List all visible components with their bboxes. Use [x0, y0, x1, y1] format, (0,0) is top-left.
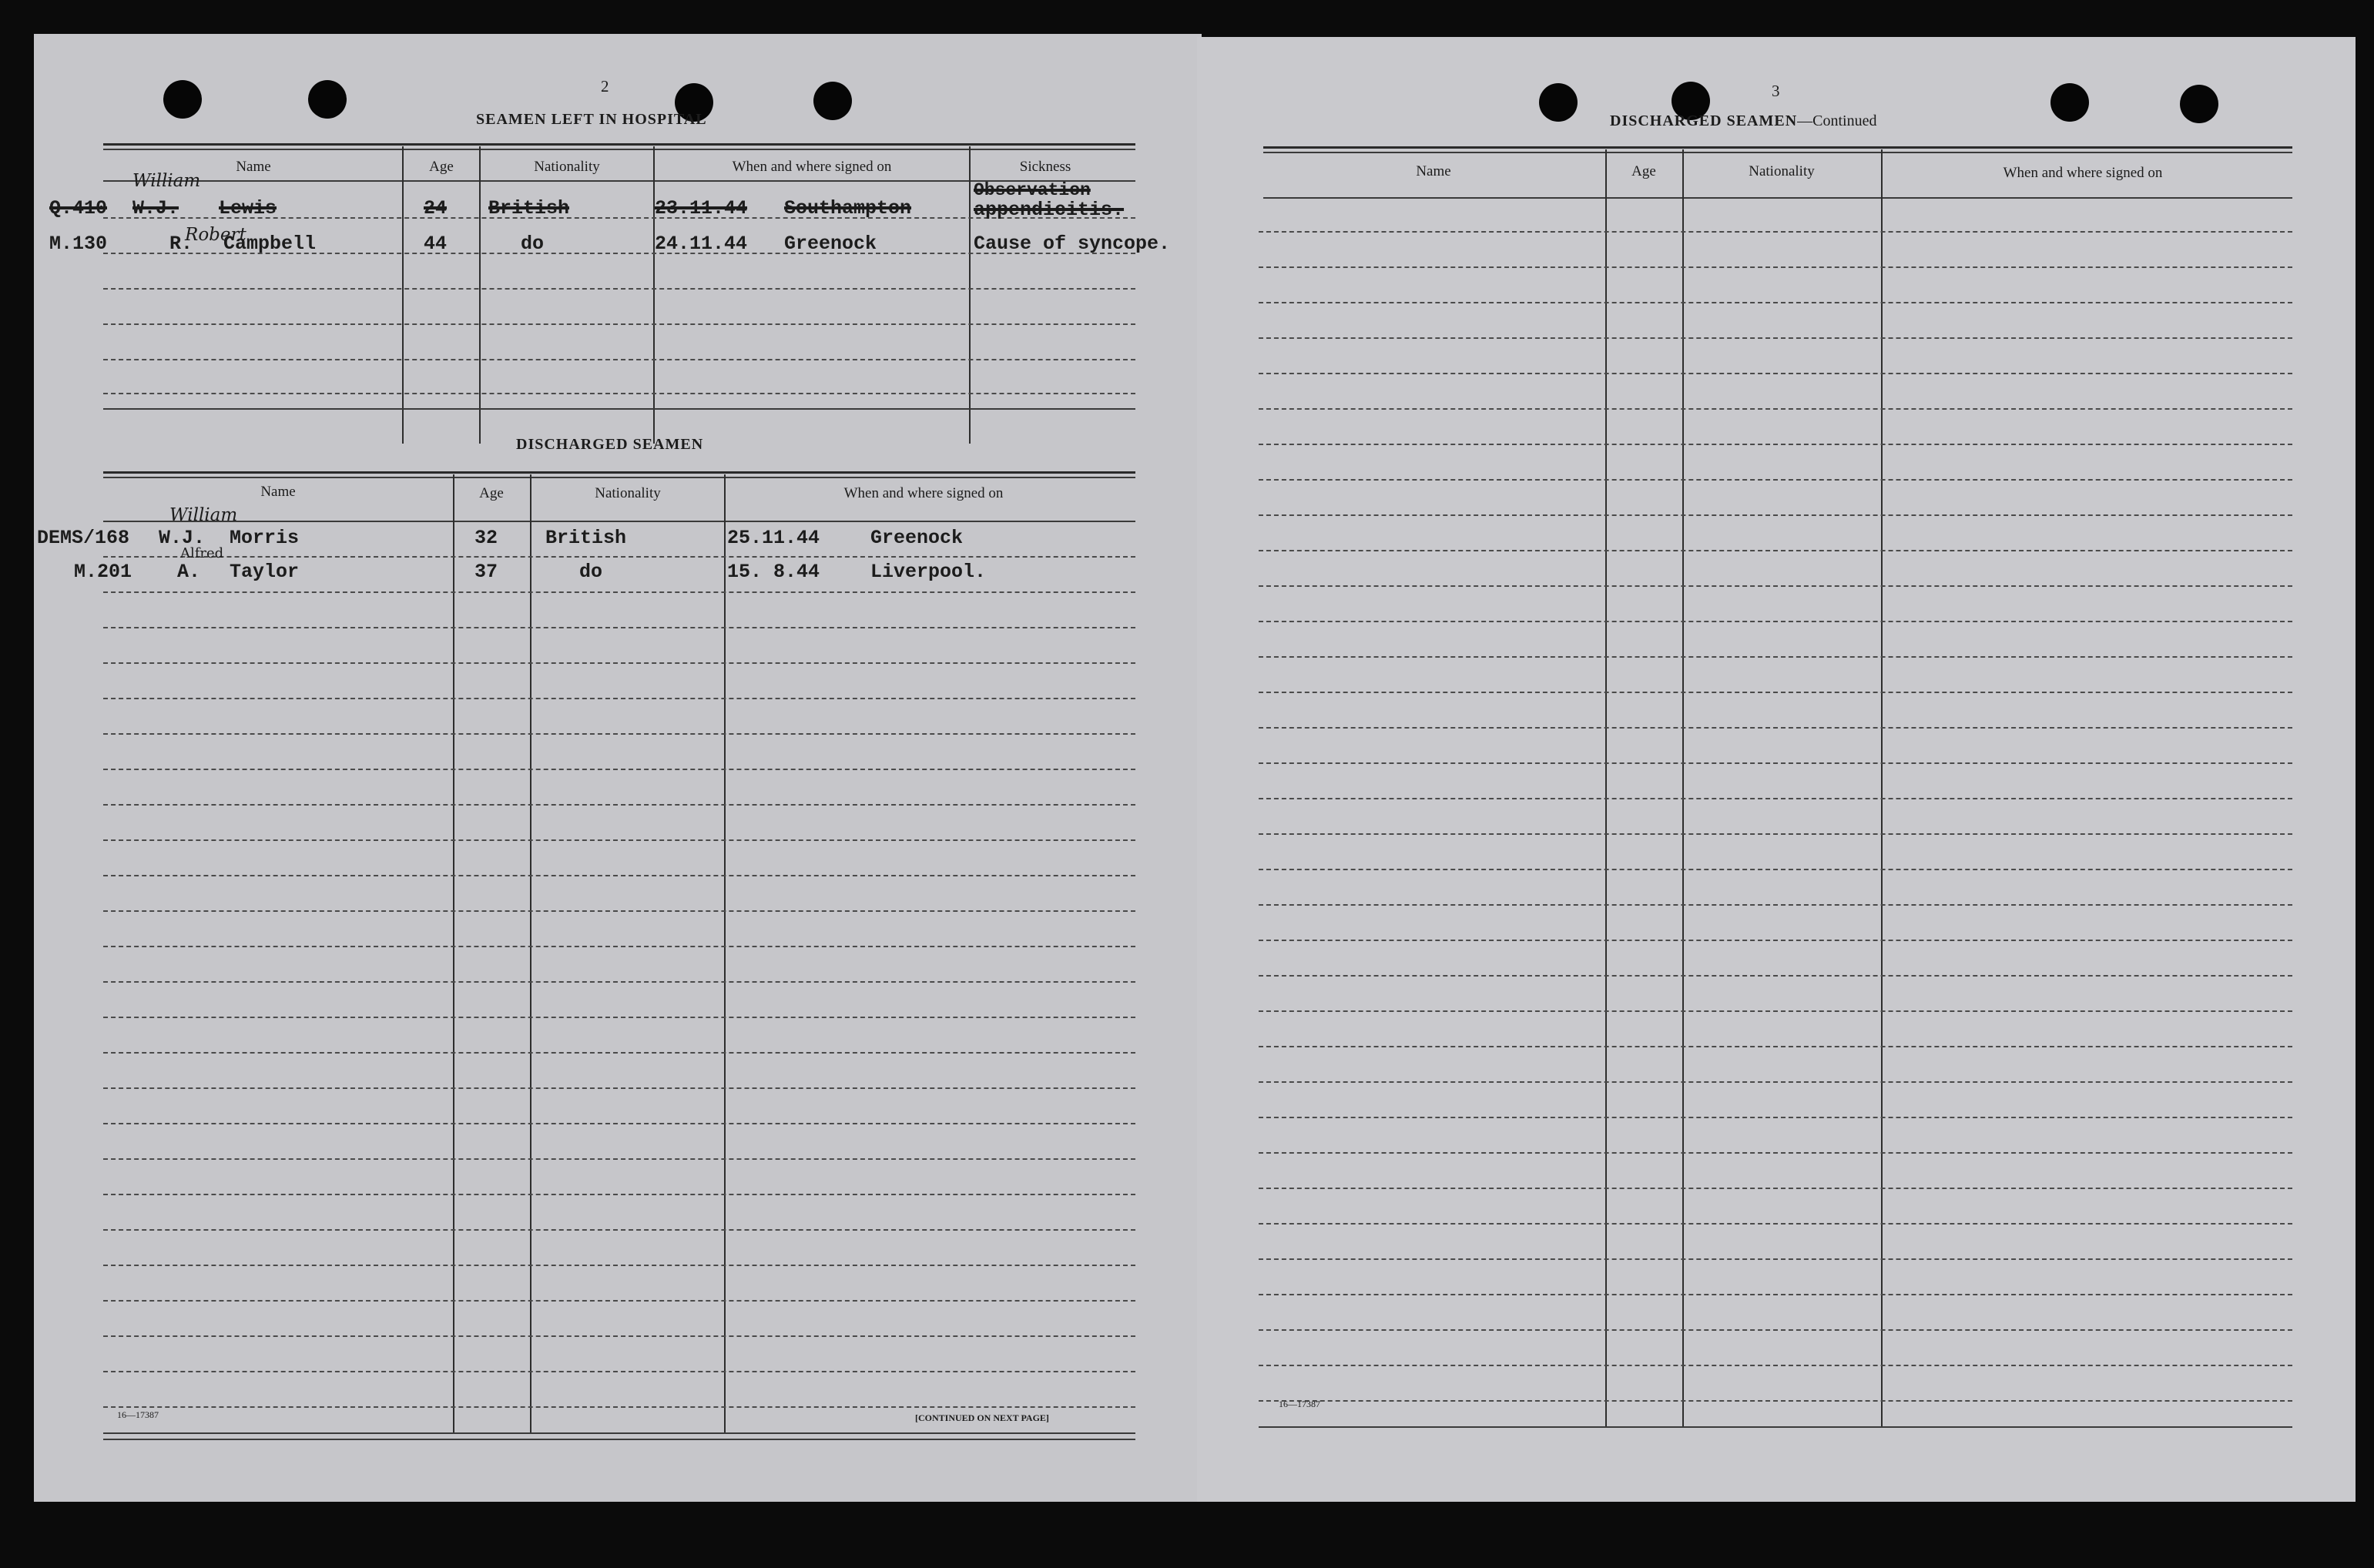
signed-on-date: 23.11.44	[655, 197, 748, 219]
header-name: Name	[236, 159, 271, 175]
seaman-age: 44	[424, 233, 448, 255]
header-signed-on: When and where signed on	[2003, 165, 2163, 181]
seaman-number: DEMS/168	[37, 527, 130, 549]
seaman-nationality: do	[579, 561, 603, 583]
signed-on-place: Southampton	[784, 197, 912, 219]
hospital-section-title: SEAMEN LEFT IN HOSPITAL	[476, 111, 707, 128]
seaman-nationality: do	[521, 233, 545, 255]
header-nationality: Nationality	[595, 485, 661, 501]
seaman-number: M.201	[74, 561, 132, 583]
header-age: Age	[1631, 163, 1656, 179]
header-signed-on: When and where signed on	[843, 485, 1004, 501]
signed-on-date: 24.11.44	[655, 233, 748, 255]
seaman-age: 32	[474, 527, 498, 549]
left-page	[34, 34, 1202, 1502]
handwritten-first-name: Robert	[185, 225, 246, 245]
seaman-surname: Campbell	[223, 233, 317, 255]
punch-hole	[2050, 83, 2089, 122]
seaman-number: M.130	[49, 233, 108, 255]
sickness-line-1: Cause of syncope.	[974, 233, 1171, 255]
punch-hole	[308, 80, 347, 119]
handwritten-first-name: Alfred	[180, 545, 224, 561]
header-nationality: Nationality	[534, 159, 600, 175]
discharged-section-title: DISCHARGED SEAMEN	[516, 436, 704, 453]
seaman-surname: Lewis	[219, 197, 277, 219]
signed-on-place: Liverpool.	[870, 561, 987, 583]
signed-on-place: Greenock	[870, 527, 964, 549]
punch-hole	[1539, 83, 1578, 122]
right-section-title	[1610, 112, 1877, 130]
seaman-nationality: British	[545, 527, 627, 549]
sickness-line-2: appendicitis.	[974, 199, 1125, 221]
page-number: 2	[601, 77, 609, 95]
header-nationality: Nationality	[1749, 163, 1815, 179]
punch-hole	[163, 80, 202, 119]
punch-hole	[813, 82, 852, 120]
right-page	[1197, 37, 2356, 1502]
seaman-age: 24	[424, 197, 448, 219]
form-number: 16—17387	[1279, 1399, 1320, 1409]
signed-on-place: Greenock	[784, 233, 877, 255]
punch-hole	[2180, 85, 2218, 123]
seaman-initials: W.J.	[159, 527, 206, 549]
page-number: 3	[1772, 82, 1780, 100]
title-suffix: —Continued	[1797, 112, 1877, 129]
seaman-nationality: British	[488, 197, 570, 219]
handwritten-first-name: William	[132, 171, 201, 191]
form-number: 16—17387	[117, 1409, 159, 1420]
header-signed-on: When and where signed on	[732, 159, 892, 175]
seaman-surname: Taylor	[230, 561, 300, 583]
header-age: Age	[429, 159, 454, 175]
seaman-surname: Morris	[230, 527, 300, 549]
header-age: Age	[479, 485, 504, 501]
header-name: Name	[260, 484, 296, 500]
signed-on-date: 25.11.44	[727, 527, 820, 549]
sickness-line-1: Observation	[974, 180, 1091, 200]
seaman-initials: R.	[169, 233, 193, 255]
header-sickness: Sickness	[1019, 159, 1071, 175]
header-name: Name	[1416, 163, 1451, 179]
title-main: DISCHARGED SEAMEN	[1610, 112, 1798, 129]
seaman-initials: A.	[177, 561, 201, 583]
seaman-age: 37	[474, 561, 498, 583]
continued-note: [CONTINUED ON NEXT PAGE]	[915, 1412, 1049, 1423]
seaman-initials: W.J.	[132, 197, 179, 219]
seaman-number: Q.410	[49, 197, 108, 219]
handwritten-first-name: William	[169, 505, 238, 525]
signed-on-date: 15. 8.44	[727, 561, 820, 583]
